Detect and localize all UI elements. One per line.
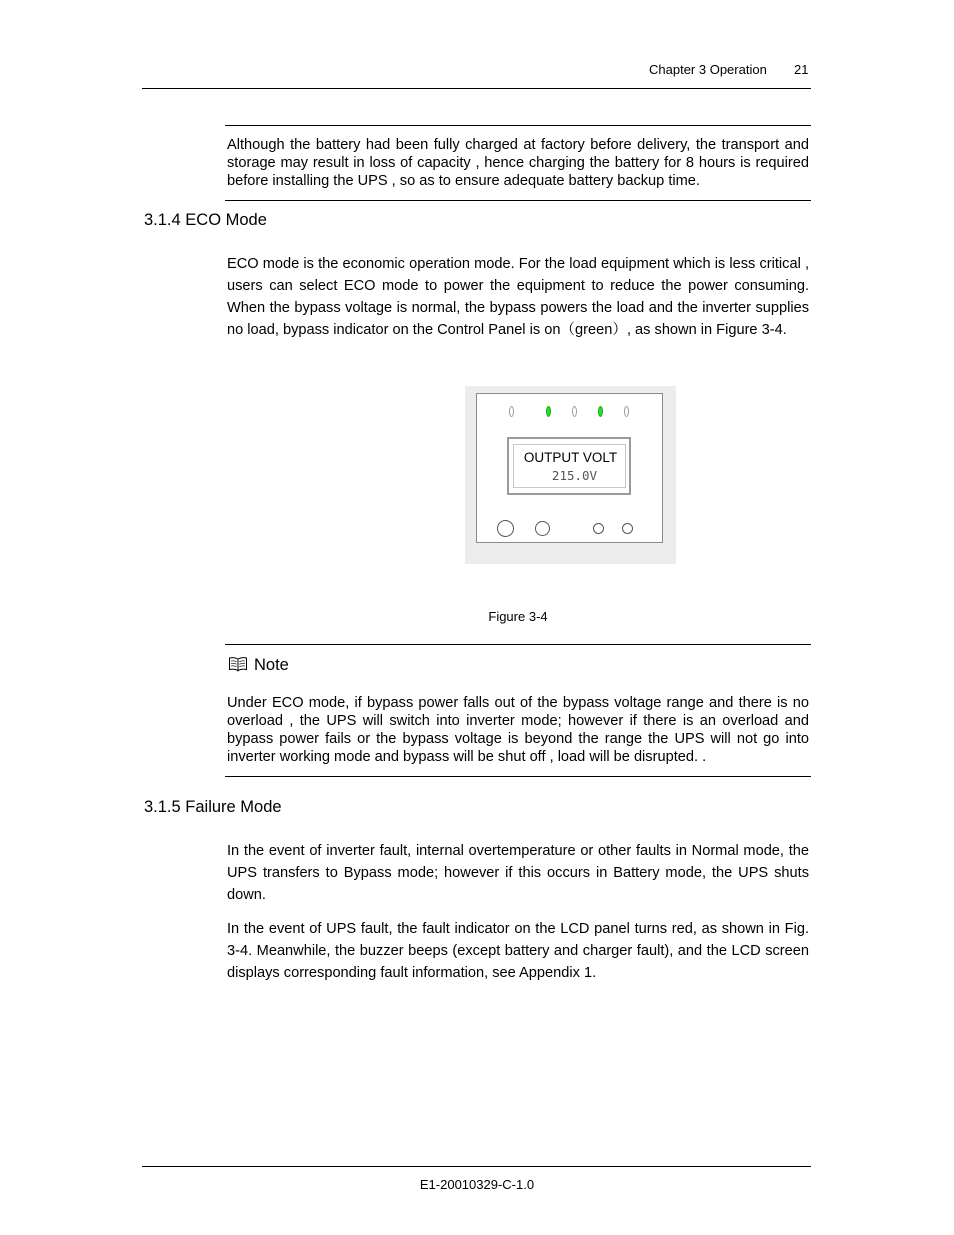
note-text: Under ECO mode, if bypass power falls out of the bypass voltage range and there is no overload , the UPS will switch into inverter mode; however if there is an overload and bypass power fails or the bypass voltage is beyond the range the UPS will not go into inverter working mode and bypass will be shut off , load will be disrupted. . [227,695,809,765]
battery-box-bottom-rule [225,200,811,201]
note-box-bottom-rule [225,776,811,777]
battery-charge-notice: Although the battery had been fully charged at factory before delivery, the transport and storage may result in loss of capacity , hence charging the battery for 8 hours is required before installing the UPS , so as to ensure adequate battery backup time. [227,137,809,189]
footer-doc-id: E1-20010329-C-1.0 [419,1177,535,1192]
lcd-text-value: 215.0V [551,468,598,483]
failure-mode-paragraph-1: In the event of inverter fault, internal overtemperature or other faults in Normal mode, the UPS transfers to Bypass mode; however if this occurs in Battery mode, the UPS shuts down. [227,843,809,903]
header-page-number: 21 [794,62,809,77]
figure-caption: Figure 3-4 [488,609,548,624]
eco-mode-paragraph: ECO mode is the economic operation mode. For the load equipment which is less critical , users can select ECO mode to power the equipment to reduce the power consuming. When the bypass voltage is normal, the bypass powers the load and the inverter supplies no load, bypass indicator on the Control Panel is on（green）, as shown in Figure 3-4. [227,256,809,338]
button-icon [593,523,604,534]
header-rule [142,88,811,89]
header-chapter: Chapter 3 Operation [649,62,767,77]
failure-mode-paragraph-2: In the event of UPS fault, the fault indicator on the LCD panel turns red, as shown in Fig. 3-4. Meanwhile, the buzzer beeps (except battery and charger fault), and the LCD screen displays corresponding fault information, see Appendix 1. [227,921,809,981]
note-box-top-rule [225,644,811,645]
footer-rule [142,1166,811,1167]
led-indicator-icon [598,406,603,417]
button-icon [535,521,550,536]
section-heading-eco-mode: 3.1.4 ECO Mode [144,211,267,229]
led-indicator-icon [509,406,514,417]
note-label: Note [254,656,289,674]
section-heading-failure-mode: 3.1.5 Failure Mode [144,798,282,816]
led-indicator-icon [546,406,551,417]
lcd-text-label: OUTPUT VOLT [523,450,618,465]
button-icon [497,520,514,537]
battery-box-top-rule [225,125,811,126]
led-indicator-icon [624,406,629,417]
book-icon [228,656,248,672]
led-indicator-icon [572,406,577,417]
button-icon [622,523,633,534]
